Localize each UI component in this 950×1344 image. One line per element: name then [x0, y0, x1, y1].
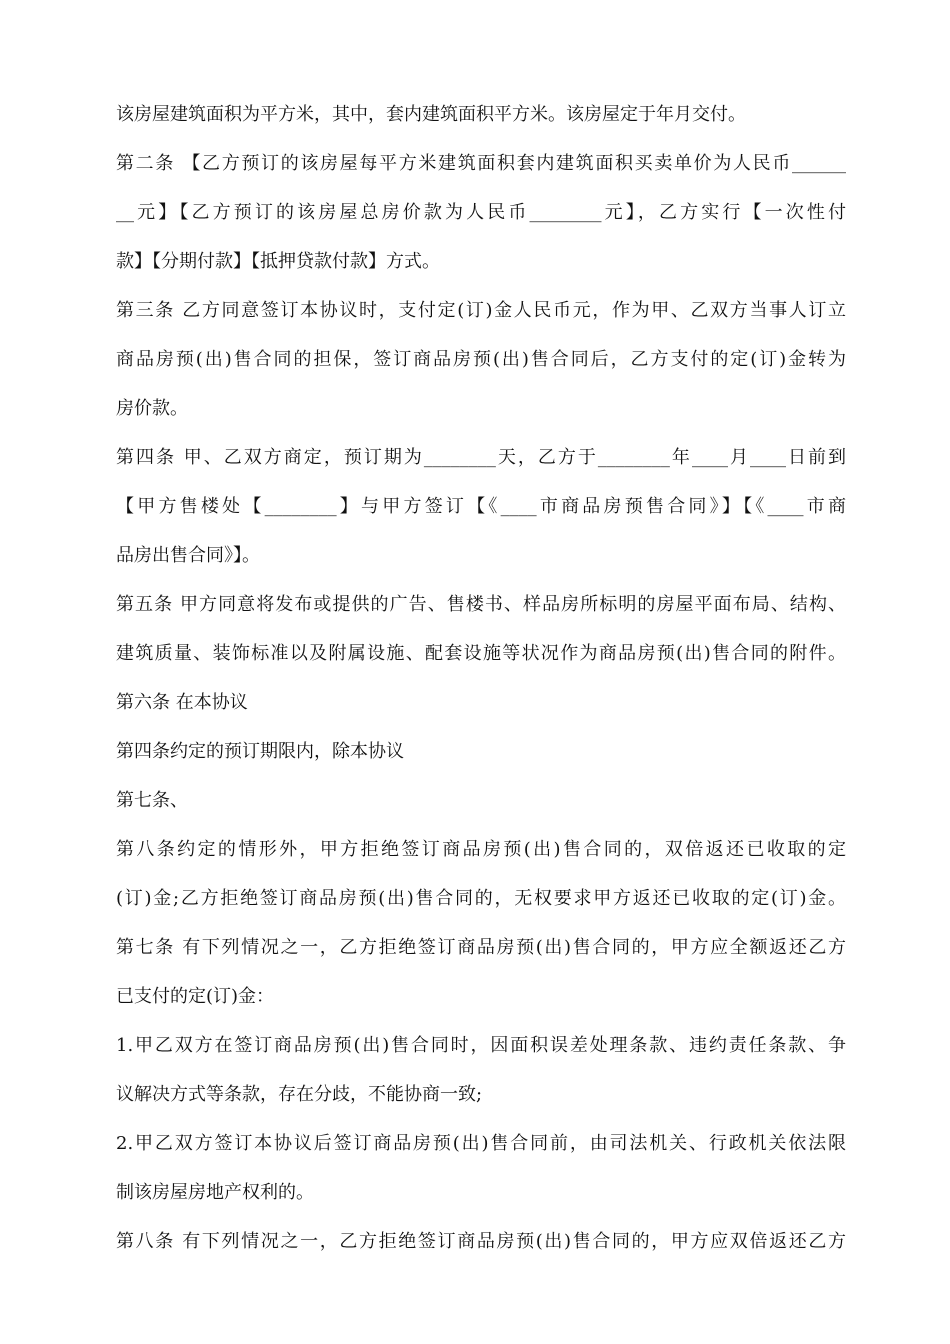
- text-line: __元】【乙方预订的该房屋总房价款为人民币________元】，乙方实行【一次性付: [116, 202, 846, 223]
- text-line: 2.甲乙双方签订本协议后签订商品房预(出)售合同前，由司法机关、行政机关依法限: [116, 1133, 846, 1154]
- text-line: 商品房预(出)售合同的担保，签订商品房预(出)售合同后，乙方支付的定(订)金转为: [116, 349, 846, 370]
- text-line: 第三条 乙方同意签订本协议时，支付定(订)金人民币元，作为甲、乙双方当事人订立: [116, 300, 846, 321]
- text-line: 款】【分期付款】【抵押贷款付款】方式。: [116, 251, 440, 272]
- text-line: 第八条约定的情形外，甲方拒绝签订商品房预(出)售合同的，双倍返还已收取的定: [116, 839, 846, 860]
- text-line: 已支付的定(订)金：: [116, 986, 275, 1007]
- text-line: 第五条 甲方同意将发布或提供的广告、售楼书、样品房所标明的房屋平面布局、结构、: [116, 594, 846, 615]
- text-line: 第二条 【乙方预订的该房屋每平方米建筑面积套内建筑面积买卖单价为人民币______: [116, 153, 846, 174]
- text-line: 第八条 有下列情况之一，乙方拒绝签订商品房预(出)售合同的，甲方应双倍返还乙方: [116, 1231, 846, 1252]
- text-line: 议解决方式等条款，存在分歧，不能协商一致;: [116, 1084, 483, 1105]
- text-line: 1.甲乙双方在签订商品房预(出)售合同时，因面积误差处理条款、违约责任条款、争: [116, 1035, 846, 1056]
- text-line: 房价款。: [116, 398, 188, 419]
- text-line: 第四条 甲、乙双方商定，预订期为________天，乙方于________年____月____日前到: [116, 447, 846, 468]
- text-line: 【甲方售楼处【________】与甲方签订【《____市商品房预售合同》】【《____市商: [116, 496, 846, 517]
- text-line: 第四条约定的预订期限内，除本协议: [116, 741, 404, 762]
- text-line: 第六条 在本协议: [116, 692, 248, 713]
- text-line: 第七条、: [116, 790, 188, 811]
- text-line: (订)金;乙方拒绝签订商品房预(出)售合同的，无权要求甲方返还已收取的定(订)金。: [116, 888, 846, 909]
- text-line: 该房屋建筑面积为平方米，其中，套内建筑面积平方米。该房屋定于年月交付。: [116, 104, 746, 125]
- text-line: 制该房屋房地产权利的。: [116, 1182, 314, 1203]
- text-line: 建筑质量、装饰标准以及附属设施、配套设施等状况作为商品房预(出)售合同的附件。: [116, 643, 846, 664]
- text-line: 品房出售合同》】。: [116, 545, 260, 566]
- text-line: 第七条 有下列情况之一，乙方拒绝签订商品房预(出)售合同的，甲方应全额返还乙方: [116, 937, 846, 958]
